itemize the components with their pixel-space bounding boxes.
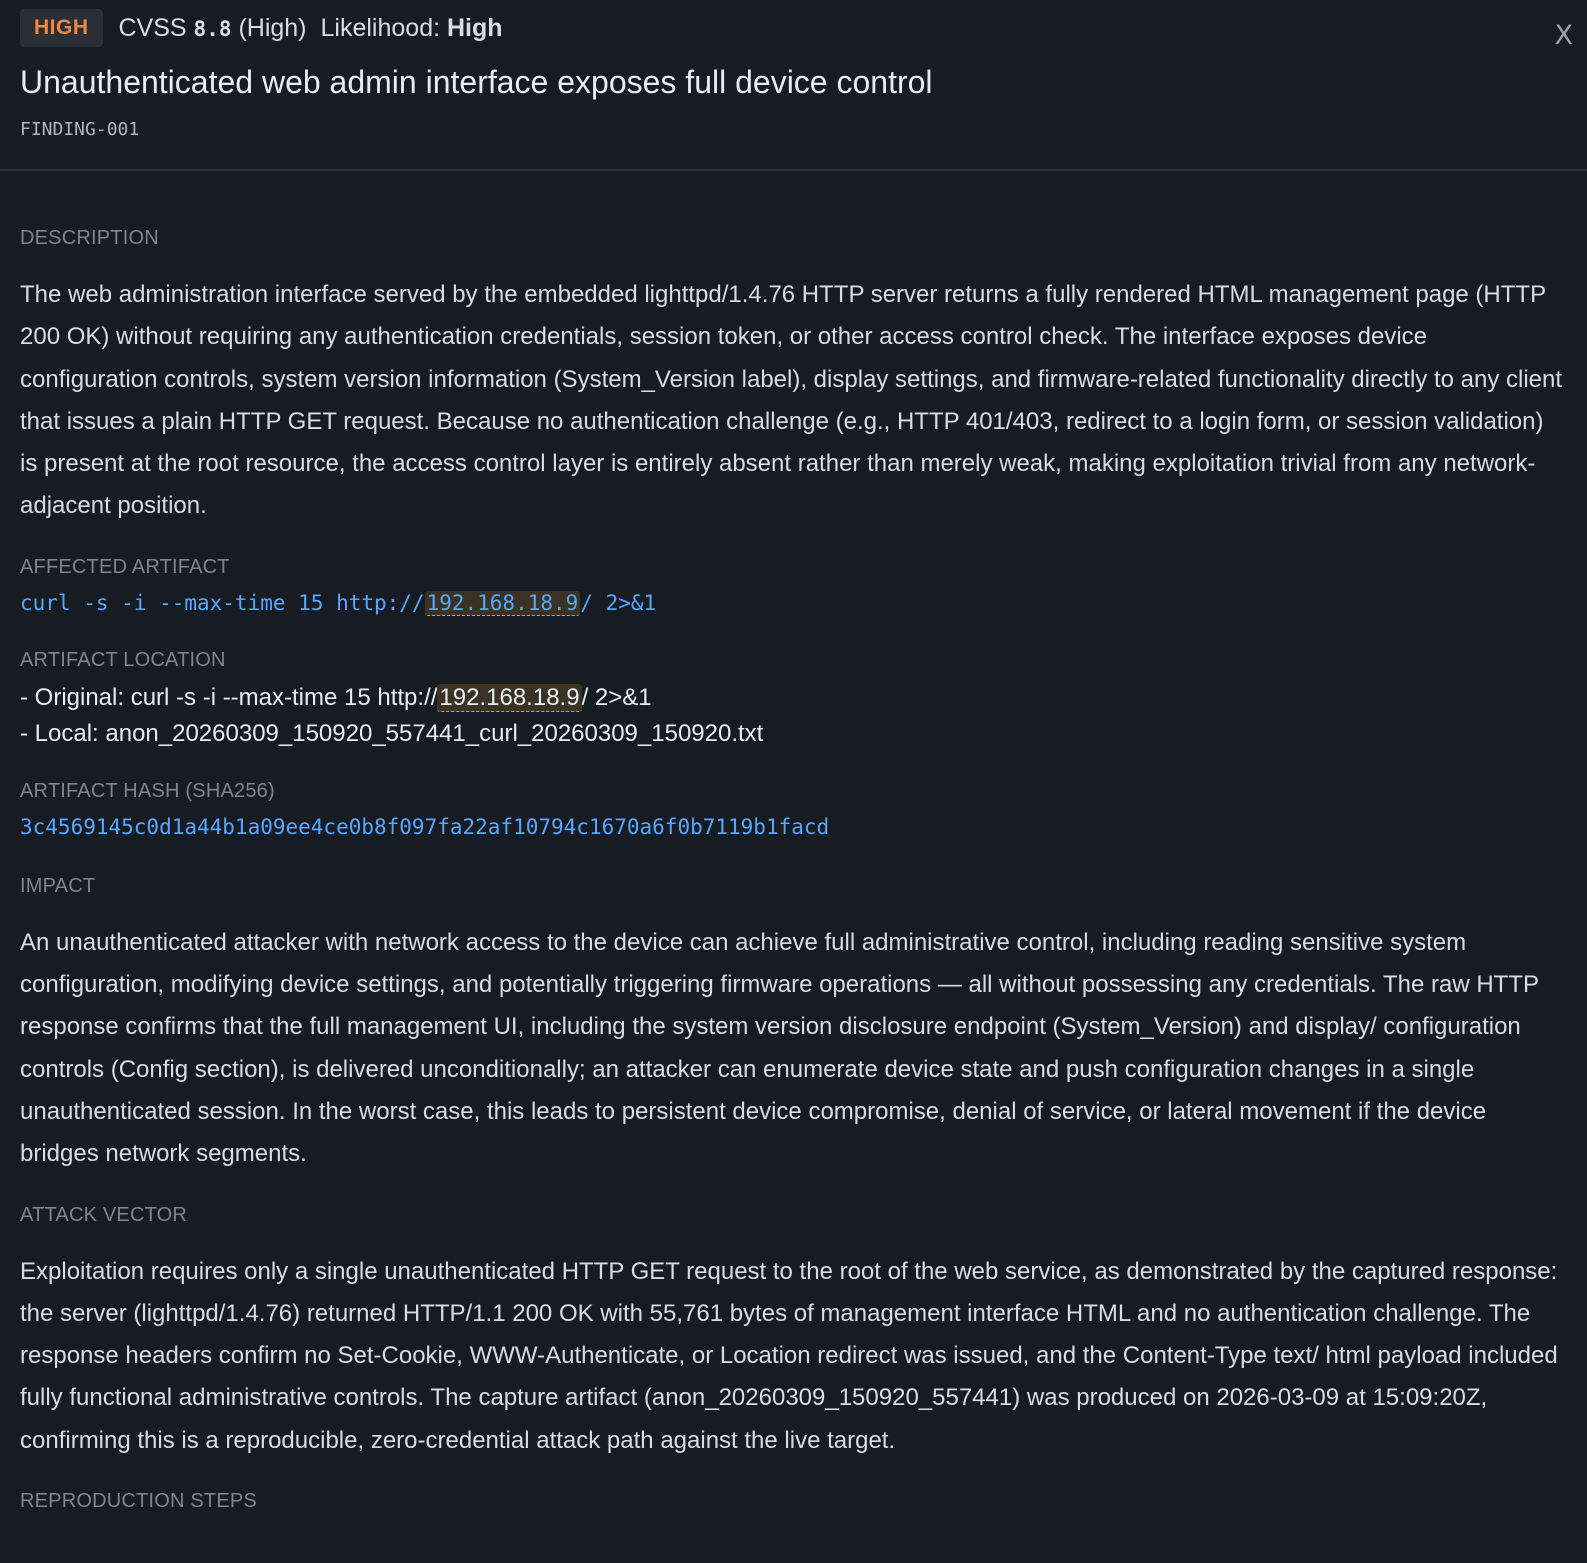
- section-label-attack-vector: ATTACK VECTOR: [20, 1203, 188, 1226]
- artifact-location-local: - Local: anon_20260309_150920_557441_curl_20260309_150920.txt: [20, 719, 764, 747]
- artifact-location-original: [20, 680, 1567, 716]
- section-label-reproduction-steps: REPRODUCTION STEPS: [20, 1490, 257, 1513]
- description-text: The web administration interface served by the embedded lighttpd/1.4.76 HTTP server returns a fully rendered HTML management page (HTTP 200 OK) without requiring any authentication credentials, session token, or other access control check. The interface exposes device configuration controls, system version information (System_Version label), display settings, and firmware-related functionality directly to any client that issues a plain HTTP GET request. Because no authentication challenge (e.g., HTTP 401/403, redirect to a login form, or session validation) is present at the root resource, the access control layer is entirely absent rather than merely weak, making exploitation trivial from any network-adjacent position.: [20, 281, 1563, 520]
- ip-address-highlight[interactable]: 192.168.18.9: [426, 590, 579, 615]
- cvss-rating: (High): [238, 13, 307, 42]
- cvss-score-value: 8.8: [193, 16, 232, 41]
- ip-address-highlight[interactable]: 192.168.18.9: [439, 683, 580, 711]
- finding-title: Unauthenticated web admin interface exposes full device control: [20, 64, 933, 100]
- likelihood-value: High: [447, 13, 503, 42]
- cvss-prefix: CVSS: [118, 13, 187, 42]
- finding-header: [0, 0, 1587, 171]
- attack-vector-text: Exploitation requires only a single unauthenticated HTTP GET request to the root of the web service, as demonstrated by the captured response: the server (lighttpd/1.4.76) returned HTTP/1.1 200 OK with 55,761 bytes of management interface HTML and no authentication challenge. The response headers confirm no Set-Cookie, WWW-Authenticate, or Location redirect was issued, and the Content-Type text/ html payload included fully functional administrative controls. The capture artifact (anon_20260309_150920_557441) was produced on 2026-03-09 at 15:09:20Z, confirming this is a reproducible, zero-credential attack path against the live target.: [20, 1257, 1558, 1454]
- location-original-prefix: - Original: curl -s -i --max-time 15 http://: [20, 683, 438, 711]
- section-label-artifact-hash: ARTIFACT HASH (SHA256): [20, 779, 275, 802]
- likelihood-label: Likelihood:: [320, 13, 441, 42]
- attack-vector-section: [20, 1204, 1567, 1462]
- impact-section: [20, 875, 1567, 1176]
- location-original-suffix: / 2>&1: [581, 683, 652, 711]
- impact-text: An unauthenticated attacker with network access to the device can achieve full administrative control, including reading sensitive system configuration, modifying device settings, and potentially triggering firmware operations — all without possessing any credentials. The raw HTTP response confirms that the full management UI, including the system version disclosure endpoint (System_Version) and display/ configuration controls (Config section), is delivered unconditionally; an attacker can enumerate device state and push configuration changes in a single unauthenticated session. In the worst case, this leads to persistent device compromise, denial of service, or lateral movement if the device bridges network segments.: [20, 928, 1539, 1168]
- section-label-impact: IMPACT: [20, 874, 96, 897]
- section-label-artifact-location: ARTIFACT LOCATION: [20, 648, 226, 671]
- artifact-hash-value[interactable]: 3c4569145c0d1a44b1a09ee4ce0b8f097fa22af10794c1670a6f0b7119b1facd: [20, 814, 830, 839]
- description-section: [20, 227, 1567, 528]
- affected-artifact-section: [20, 556, 1567, 615]
- artifact-location-section: [20, 649, 1567, 752]
- severity-badge: HIGH: [20, 9, 103, 47]
- section-label-description: DESCRIPTION: [20, 227, 159, 249]
- artifact-cmd-suffix: / 2>&1: [580, 590, 657, 615]
- cvss-score: [119, 14, 307, 43]
- finding-meta-row: [20, 8, 1567, 48]
- section-label-affected-artifact: AFFECTED ARTIFACT: [20, 555, 230, 578]
- affected-artifact-command[interactable]: [20, 591, 1567, 615]
- artifact-hash-section: [20, 780, 1567, 839]
- reproduction-steps-section: [20, 1490, 1567, 1513]
- finding-body: [0, 171, 1587, 1513]
- finding-id: FINDING-001: [20, 119, 140, 140]
- likelihood: [321, 14, 503, 43]
- close-button[interactable]: X: [1554, 20, 1573, 51]
- artifact-cmd-prefix: curl -s -i --max-time 15 http://: [20, 590, 425, 615]
